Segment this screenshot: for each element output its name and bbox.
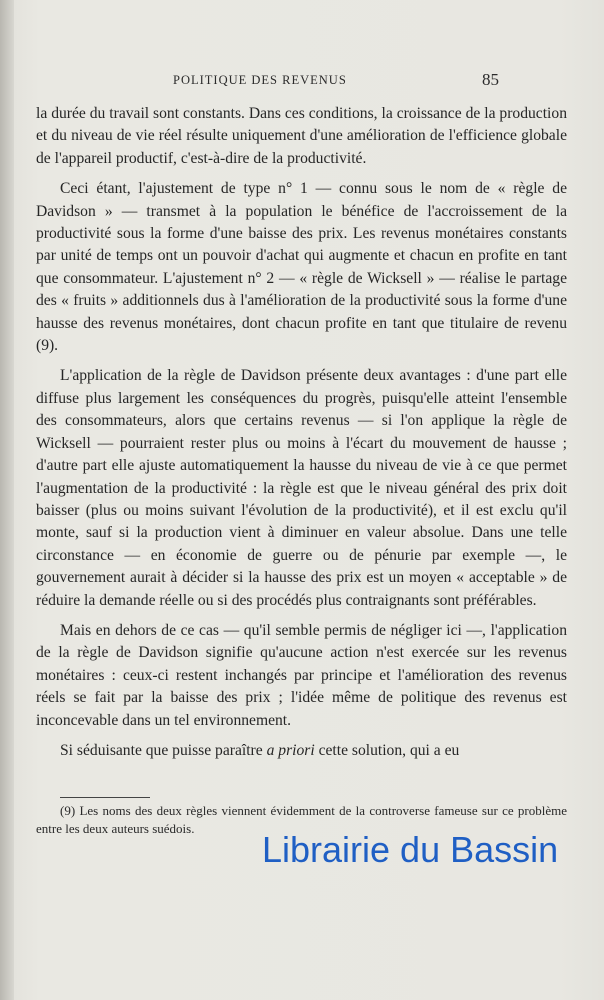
paragraph-conclusion bbox=[36, 740, 567, 762]
conclusion-text-start: Si séduisante que puisse paraître bbox=[60, 741, 267, 759]
page-number: 85 bbox=[482, 70, 499, 89]
conclusion-italic: a priori bbox=[266, 741, 315, 759]
watermark: Librairie du Bassin bbox=[262, 829, 559, 870]
paragraph-exception: Mais en dehors de ce cas — qu'il semble permis de négliger ici —, l'application de la règle de Davidson signifie qu'aucune action n'est exercée sur les revenus monétaires : ceux-ci restent inchangés par principe et l'amélioration des revenus réels se fait par la baisse des prix ; l'idée même de politique des revenus est inconcevable dans un tel environnement. bbox=[36, 621, 567, 729]
conclusion-text-end: cette solution, qui a eu bbox=[314, 741, 460, 759]
footnote: (9) Les noms des deux règles viennent évidemment de la controverse fameuse sur ce problème entre les deux auteurs suédois. bbox=[36, 803, 567, 836]
footnote-divider bbox=[60, 797, 150, 798]
body-text bbox=[36, 103, 567, 762]
paragraph-davidson-rule: Ceci étant, l'ajustement de type n° 1 — connu sous le nom de « règle de Davidson » — transmet à la population le bénéfice de l'accroissement de la productivité sous la forme d'une baisse des prix. Les revenus monétaires constants par unité de temps ont un pouvoir d'achat qui augmente et chacun en profite en tant que consommateur. L'ajustement n° 2 — « règle de Wicksell » — réalise le partage des « fruits » additionnels dus à l'amélioration de la productivité sous la forme d'une hausse des revenus monétaires, dont chacun profite en tant que titulaire de revenu (9). bbox=[36, 180, 567, 355]
paragraph-continuation: la durée du travail sont constants. Dans ces conditions, la croissance de la production et du niveau de vie réel résulte uniquement d'une amélioration de l'efficience globale de l'appareil productif, c'est-à-dire de la productivité. bbox=[36, 105, 567, 167]
page-header bbox=[0, 70, 604, 93]
running-title: POLITIQUE DES REVENUS bbox=[173, 73, 347, 87]
book-spine-shadow bbox=[0, 0, 14, 1000]
paragraph-advantages: L'application de la règle de Davidson présente deux avantages : d'une part elle diffuse plus largement les conséquences du progrès, puisqu'elle atteint l'ensemble des consommateurs, alors que certains revenus — si l'on applique la règle de Wicksell — pourraient rester plus ou moins à l'écart du mouvement de hausse ; d'autre part elle ajuste automatiquement la hausse du niveau de vie à ce que permet l'augmentation de la productivité : la règle est que le niveau général des prix doit baisser (plus ou moins suivant l'évolution de la productivité), et il est exclu qu'il monte, sauf si la production vient à diminuer en valeur absolue. Dans une telle circonstance — en économie de guerre ou de pénurie par exemple —, le gouvernement aurait à décider si la hausse des prix est un moyen « acceptable » de réduire la demande réelle ou si des procédés plus contraignants sont préférables. bbox=[36, 367, 567, 609]
